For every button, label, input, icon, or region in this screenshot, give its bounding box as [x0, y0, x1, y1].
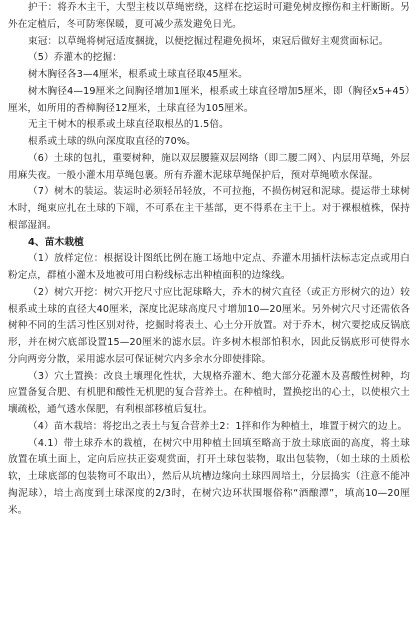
section-heading-planting: 4、苗木栽植 [28, 236, 84, 248]
paragraph-depth: 根系或土球的纵向深度取直径的70%。 [28, 136, 196, 147]
paragraph-soil-replacement: （3）穴土置换：改良土壤理化性状，大规格乔灌木、绝大部分花灌木及喜酸性树种，均应置备复合肥、有机肥和酸性无机肥的复合营养土。在种植时，置换挖出的心土，以使根穴土壤疏松，通气透水保肥，有利根部移植后复壮。 [8, 370, 410, 415]
paragraph-pit-digging: （2）树穴开挖：树穴开挖尺寸应比泥球略大，乔木的树穴直径（或正方形树穴的边）较根系或土球的直径大40厘米，深度比泥球高度尺寸增加10—20厘米。另外树穴尺寸还需依各树种不同的生活习性区别对待，挖掘时将表土、心土分开放置。对于乔木，树穴要挖成反锅底形，并在树穴底部设置15—20厘米的滤水层。许多树木根部怕积水，因此反锅底形可使得水分向两旁分散，采用滤水层可保证树穴内多余水分即使排除。 [8, 286, 410, 365]
paragraph-soil-ball-wrapping: （6）土球的包扎，重要树种，施以双层腰箍双层网络（即二腰二网）、内层用草绳，外层用麻失夜。一般小灌木用草绳包裹。所有乔灌木泥球草绳保护后，预对草绳喷水保湿。 [8, 152, 410, 181]
paragraph-balled-tree-planting: （4.1）带土球乔木的栽植，在树穴中用种植土回填至略高于放土球底面的高度，将土球放置在填土面上，定向后应扶正姿观赏面，打开土球包装物，取出包装物，（如土球的土质松软，土球底部的包装物可不取出），然后从坑槽边缘向土球四周培土，分层捣实（注意不能冲掏泥球），培土高度到土球深度的2/3时，在树穴边环状围堰俗称“酒酿潭”，填高10—20厘米。 [8, 437, 410, 516]
paragraph-crown-binding: 束冠：以草绳将树冠适度捆拢，以便挖掘过程避免损坏，束冠后做好主观赏面标记。 [28, 35, 389, 47]
paragraph-digging-heading: （5）乔灌木的挖掘： [28, 52, 122, 64]
paragraph-digging-small: 树木胸径各3—4厘米，根系或土球直径取45厘米。 [28, 69, 248, 80]
paragraph-no-trunk: 无主干树木的根系或土球直径取根丛的1.5倍。 [28, 119, 229, 131]
paragraph-trunk-protection: 护干：将乔木主干，大型主枝以草绳密绕，这样在挖运时可避免树皮擦伤和主杆断断。另外在定植后，冬可防寒保暖，夏可减少蒸发避免日光。 [8, 2, 410, 30]
paragraph-transport: （7）树木的装运。装运时必须轻吊轻放，不可拉拖，不损伤树冠和泥球。提运带土球树木时，绳束应扎在土球的下端，不可系在主干基部，更不得系在主干上。对于裸根植株，保持根部湿润。 [8, 186, 410, 231]
paragraph-digging-medium: 树木胸径4—19厘米之间胸径增加1厘米，根系或土球直径增加5厘米，即（胸径x5+45）厘米，如所用的香樟胸径12厘米，土球直径为105厘米。 [8, 85, 410, 114]
paragraph-planting: （4）苗木栽培：将挖出之表土与复合营养土2：1拌和作为种植土，堆置于树穴的边上。 [28, 420, 408, 432]
paragraph-layout: （1）放样定位：根据设计图纸比例在施工场地中定点、乔灌木用插杆法标志定点或用白粉定点，群植小灌木及地被可用白粉线标志出种植面积的边缘线。 [8, 253, 410, 281]
